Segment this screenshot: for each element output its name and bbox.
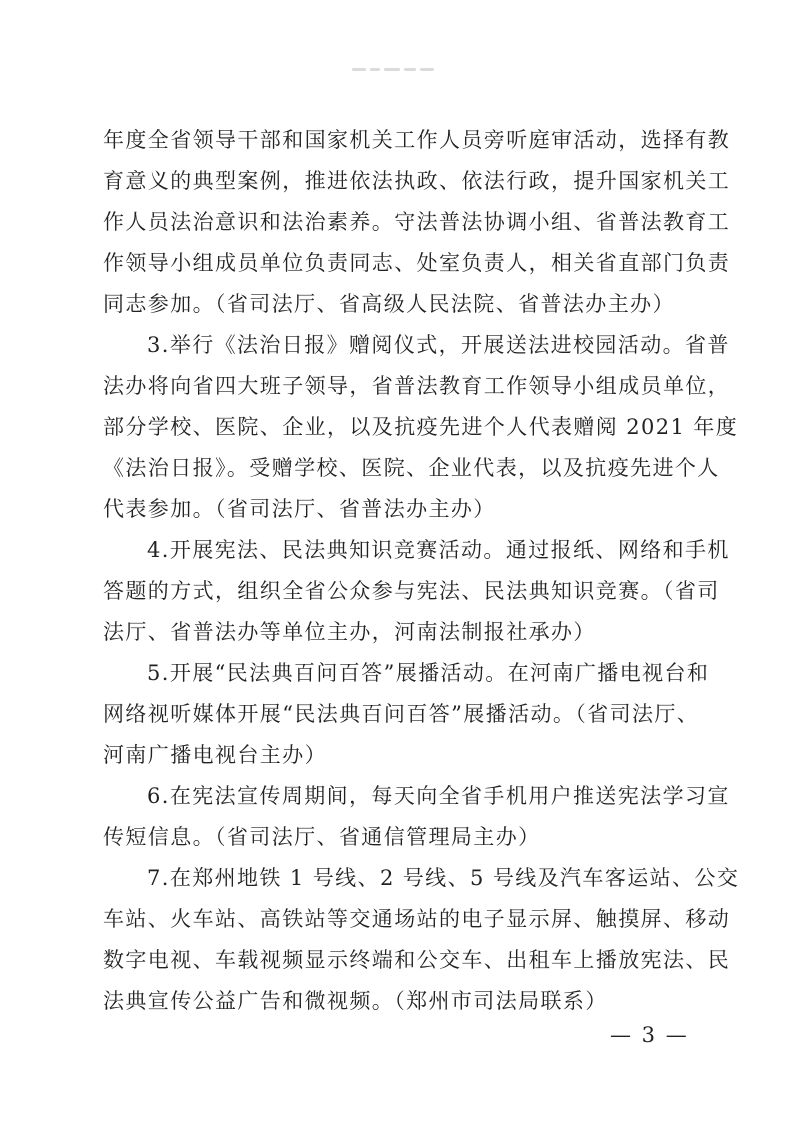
scan-artifact xyxy=(352,68,438,74)
text-line: 法典宣传公益广告和微视频。（郑州市司法局联系） xyxy=(103,989,608,1013)
body-text xyxy=(103,120,740,1022)
text-line: 车站、火车站、高铁站等交通场站的电子显示屏、触摸屏、移动 xyxy=(103,907,731,931)
text-line: 作领导小组成员单位负责同志、处室负责人，相关省直部门负责 xyxy=(103,251,731,275)
paragraph-7-start: 7.在郑州地铁 1 号线、2 号线、5 号线及汽车客运站、公交 xyxy=(147,866,740,890)
paragraph-5-start: 5.开展“民法典百问百答”展播活动。在河南广播电视台和 xyxy=(147,661,710,685)
text-line: 网络视听媒体开展“民法典百问百答”展播活动。（省司法厅、 xyxy=(103,702,700,726)
text-line: 同志参加。（省司法厅、省高级人民法院、省普法办主办） xyxy=(103,292,675,316)
text-line: 《法治日报》。受赠学校、医院、企业代表，以及抗疫先进个人 xyxy=(103,456,720,480)
text-line: 传短信息。（省司法厅、省通信管理局主办） xyxy=(103,825,541,849)
text-line: 作人员法治意识和法治素养。守法普法协调小组、省普法教育工 xyxy=(103,210,731,234)
text-line: 育意义的典型案例，推进依法执政、依法行政，提升国家机关工 xyxy=(103,169,731,193)
paragraph-3-start: 3.举行《法治日报》赠阅仪式，开展送法进校园活动。省普 xyxy=(147,333,730,357)
text-line: 代表参加。（省司法厅、省普法办主办） xyxy=(103,497,496,521)
page-number: — 3 — xyxy=(610,1023,689,1047)
text-line: 河南广播电视台主办） xyxy=(103,743,327,767)
text-line: 年度全省领导干部和国家机关工作人员旁听庭审活动，选择有教 xyxy=(103,128,731,152)
text-line: 法办将向省四大班子领导，省普法教育工作领导小组成员单位， xyxy=(103,374,731,398)
text-line: 答题的方式，组织全省公众参与宪法、民法典知识竞赛。（省司 xyxy=(103,579,720,603)
text-line: 部分学校、医院、企业，以及抗疫先进个人代表赠阅 2021 年度 xyxy=(103,415,739,439)
paragraph-4-start: 4.开展宪法、民法典知识竞赛活动。通过报纸、网络和手机 xyxy=(147,538,730,562)
text-line: 法厅、省普法办等单位主办，河南法制报社承办） xyxy=(103,620,596,644)
paragraph-6-start: 6.在宪法宣传周期间，每天向全省手机用户推送宪法学习宣 xyxy=(147,784,730,808)
text-line: 数字电视、车载视频显示终端和公交车、出租车上播放宪法、民 xyxy=(103,948,731,972)
